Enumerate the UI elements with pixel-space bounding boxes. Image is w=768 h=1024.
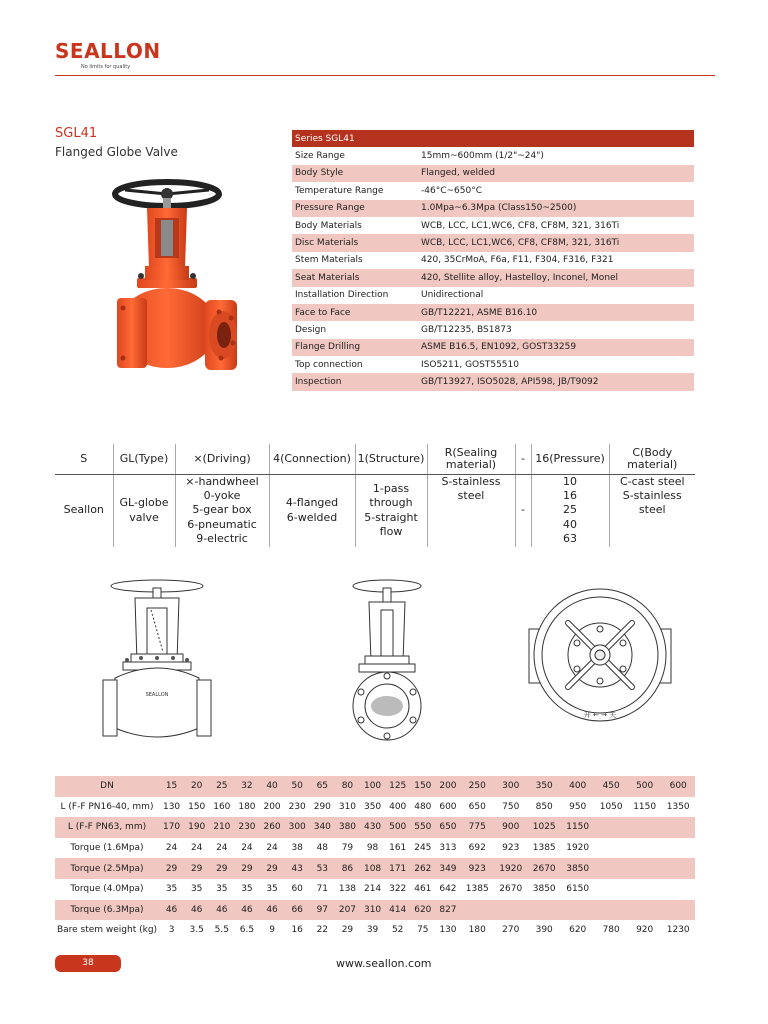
coding-cell-line: 0-yoke xyxy=(203,488,241,502)
dimension-label: Torque (2.5Mpa) xyxy=(55,858,159,879)
dimension-value: 97 xyxy=(310,900,335,921)
spec-value: GB/T12221, ASME B16.10 xyxy=(418,304,694,321)
dimension-value xyxy=(628,900,661,921)
dimension-value xyxy=(628,879,661,900)
dimension-value: 161 xyxy=(385,838,410,859)
dimension-value xyxy=(661,879,695,900)
dimension-value: 35 xyxy=(209,879,234,900)
spec-value: WCB, LCC, LC1,WC6, CF8, CF8M, 321, 316Ti xyxy=(418,217,694,234)
dimension-value: 24 xyxy=(209,838,234,859)
dimension-value: 171 xyxy=(385,858,410,879)
spec-key: Pressure Range xyxy=(292,200,418,217)
valve-top-drawing xyxy=(525,583,675,728)
dimension-value: 780 xyxy=(594,920,627,941)
spec-row xyxy=(292,217,694,234)
coding-cell xyxy=(175,474,269,547)
dimension-value: 29 xyxy=(209,858,234,879)
dimension-value: 6.5 xyxy=(234,920,259,941)
dimension-value: 29 xyxy=(159,858,184,879)
dimension-value: 920 xyxy=(628,920,661,941)
dimension-value: 692 xyxy=(461,838,494,859)
dimension-value: 180 xyxy=(234,797,259,818)
dimension-value: 53 xyxy=(310,858,335,879)
dimension-value: 480 xyxy=(410,797,435,818)
dimension-value: 310 xyxy=(360,900,385,921)
spec-key: Disc Materials xyxy=(292,234,418,251)
header-divider xyxy=(55,75,715,76)
spec-value: Unidirectional xyxy=(418,287,694,304)
coding-header-row xyxy=(55,444,695,474)
dimension-value: 190 xyxy=(184,817,209,838)
dimension-value: 1920 xyxy=(561,838,594,859)
dimension-value: 1920 xyxy=(494,858,527,879)
page-number: 38 xyxy=(55,955,121,972)
dimension-value: 100 xyxy=(360,776,385,797)
dimension-value xyxy=(461,900,494,921)
spec-value: 1.0Mpa~6.3Mpa (Class150~2500) xyxy=(418,200,694,217)
dimension-value: 349 xyxy=(435,858,460,879)
brand-name: SEALLON xyxy=(55,39,161,63)
dimension-value: 200 xyxy=(435,776,460,797)
dimension-value: 390 xyxy=(527,920,560,941)
dimension-value: 322 xyxy=(385,879,410,900)
coding-cell-line: C-cast steel xyxy=(619,474,685,488)
dimension-value xyxy=(661,858,695,879)
dimension-value: 29 xyxy=(234,858,259,879)
spec-key: Installation Direction xyxy=(292,287,418,304)
coding-cell-line: 9-electric xyxy=(196,532,248,546)
coding-header-cell: 4(Connection) xyxy=(269,444,355,474)
dimension-value: 24 xyxy=(184,838,209,859)
dimension-value: 500 xyxy=(628,776,661,797)
dimension-value: 2670 xyxy=(494,879,527,900)
dimension-value: 3850 xyxy=(561,858,594,879)
valve-front-drawing xyxy=(95,578,215,746)
dimension-value: 46 xyxy=(184,900,209,921)
dimension-value: 46 xyxy=(209,900,234,921)
dimension-value: 620 xyxy=(561,920,594,941)
coding-header-cell: GL(Type) xyxy=(113,444,175,474)
coding-cell-line: 6-pneumatic xyxy=(187,517,257,531)
dimension-value: 46 xyxy=(159,900,184,921)
dimension-value: 20 xyxy=(184,776,209,797)
dimension-value xyxy=(594,838,627,859)
dimension-value: 950 xyxy=(561,797,594,818)
dimension-value: 40 xyxy=(260,776,285,797)
dimension-value: 24 xyxy=(234,838,259,859)
dimension-value xyxy=(594,879,627,900)
dimension-value: 65 xyxy=(310,776,335,797)
dimension-value xyxy=(628,817,661,838)
spec-value: ISO5211, GOST55510 xyxy=(418,356,694,373)
coding-cell xyxy=(531,474,609,547)
coding-cell-line: GL-globe xyxy=(119,496,169,510)
spec-value: -46°C~650°C xyxy=(418,182,694,199)
coding-cell-line: 40 xyxy=(563,517,577,531)
dimension-value xyxy=(594,900,627,921)
dimension-value: 35 xyxy=(260,879,285,900)
dimension-value: 350 xyxy=(360,797,385,818)
coding-body-row xyxy=(55,474,695,547)
dimension-value: 650 xyxy=(461,797,494,818)
coding-cell-line: 5-gear box xyxy=(192,503,252,517)
dimension-value: 35 xyxy=(159,879,184,900)
dimension-value: 150 xyxy=(184,797,209,818)
dimension-value: 380 xyxy=(335,817,360,838)
dimension-value: 39 xyxy=(360,920,385,941)
spec-key: Design xyxy=(292,321,418,338)
dimension-value: 300 xyxy=(494,776,527,797)
dimension-value: 923 xyxy=(461,858,494,879)
dimension-value xyxy=(594,817,627,838)
dimension-row xyxy=(55,920,695,941)
dimension-label: DN xyxy=(55,776,159,797)
dimension-value: 24 xyxy=(159,838,184,859)
coding-cell-line: 16 xyxy=(563,488,577,502)
dimension-value: 38 xyxy=(285,838,310,859)
dimension-value: 245 xyxy=(410,838,435,859)
dimension-value: 430 xyxy=(360,817,385,838)
dimension-value: 22 xyxy=(310,920,335,941)
model-coding-table xyxy=(55,444,695,547)
dimension-value: 1150 xyxy=(561,817,594,838)
dimension-value: 450 xyxy=(594,776,627,797)
dimension-value: 400 xyxy=(385,797,410,818)
spec-key: Seat Materials xyxy=(292,269,418,286)
coding-cell-line: ×-handwheel xyxy=(185,474,259,488)
spec-table xyxy=(292,130,694,391)
coding-cell-line: S-stainless steel xyxy=(622,488,682,517)
dimension-value: 750 xyxy=(494,797,527,818)
spec-row xyxy=(292,339,694,356)
spec-row xyxy=(292,287,694,304)
dimension-value: 500 xyxy=(385,817,410,838)
dimension-value: 230 xyxy=(234,817,259,838)
spec-key: Stem Materials xyxy=(292,252,418,269)
spec-value: WCB, LCC, LC1,WC6, CF8, CF8M, 321, 316Ti xyxy=(418,234,694,251)
coding-header-cell: 1(Structure) xyxy=(355,444,427,474)
dimension-value: 1230 xyxy=(661,920,695,941)
dimension-value: 108 xyxy=(360,858,385,879)
dimension-value: 290 xyxy=(310,797,335,818)
dimension-value: 200 xyxy=(260,797,285,818)
coding-header-cell: S xyxy=(55,444,113,474)
coding-cell xyxy=(269,474,355,547)
coding-cell-line: 4-flanged xyxy=(285,496,339,510)
dimension-value xyxy=(628,858,661,879)
dimension-value: 827 xyxy=(435,900,460,921)
dimension-label: L (F-F PN63, mm) xyxy=(55,817,159,838)
dimension-value: 80 xyxy=(335,776,360,797)
spec-key: Size Range xyxy=(292,147,418,164)
spec-key: Temperature Range xyxy=(292,182,418,199)
dimension-value: 600 xyxy=(435,797,460,818)
coding-cell-line: - xyxy=(521,503,525,517)
dimension-value: 29 xyxy=(184,858,209,879)
dimension-value: 75 xyxy=(410,920,435,941)
spec-row xyxy=(292,182,694,199)
dimension-label: Torque (1.6Mpa) xyxy=(55,838,159,859)
dimension-value: 262 xyxy=(410,858,435,879)
coding-cell-line: 10 xyxy=(563,474,577,488)
dimension-value: 79 xyxy=(335,838,360,859)
dimension-value: 52 xyxy=(385,920,410,941)
dimension-value: 35 xyxy=(184,879,209,900)
spec-value: 15mm~600mm (1/2"~24") xyxy=(418,147,694,164)
valve-side-drawing xyxy=(345,578,430,746)
product-model: SGL41 xyxy=(55,126,98,141)
coding-cell-line: valve xyxy=(129,510,159,524)
coding-header-cell: 16(Pressure) xyxy=(531,444,609,474)
dimension-value xyxy=(494,900,527,921)
handwheel-direction-marking: 开 ← → 关 xyxy=(583,711,617,719)
dimension-value: 29 xyxy=(260,858,285,879)
coding-cell xyxy=(113,474,175,547)
coding-cell-line: S-stainless steel xyxy=(441,474,501,502)
coding-cell xyxy=(609,474,695,547)
spec-value: GB/T13927, ISO5028, API598, JB/T9092 xyxy=(418,373,694,390)
dimension-value: 1050 xyxy=(594,797,627,818)
spec-row xyxy=(292,200,694,217)
spec-key: Face to Face xyxy=(292,304,418,321)
dimension-value: 15 xyxy=(159,776,184,797)
coding-cell-line: 25 xyxy=(563,503,577,517)
dimension-value xyxy=(561,900,594,921)
dimension-value: 1385 xyxy=(461,879,494,900)
product-name: Flanged Globe Valve xyxy=(55,145,178,159)
dimension-value: 550 xyxy=(410,817,435,838)
dimension-row xyxy=(55,776,695,797)
dimension-value: 1025 xyxy=(527,817,560,838)
spec-value: 420, Stellite alloy, Hastelloy, Inconel, Monel xyxy=(418,269,694,286)
dimension-label: Torque (6.3Mpa) xyxy=(55,900,159,921)
dimension-value: 600 xyxy=(661,776,695,797)
dimension-value: 66 xyxy=(285,900,310,921)
coding-cell-line: 1-pass xyxy=(372,481,410,495)
coding-cell-line: 63 xyxy=(563,532,577,546)
dimension-value: 29 xyxy=(335,920,360,941)
dimension-value: 32 xyxy=(234,776,259,797)
spec-row xyxy=(292,373,694,390)
spec-title: Series SGL41 xyxy=(292,130,694,147)
dimension-value: 25 xyxy=(209,776,234,797)
dimension-label: Bare stem weight (kg) xyxy=(55,920,159,941)
spec-key: Top connection xyxy=(292,356,418,373)
brand-logo xyxy=(55,40,165,76)
spec-value: Flanged, welded xyxy=(418,165,694,182)
dimension-value: 170 xyxy=(159,817,184,838)
dimension-value: 43 xyxy=(285,858,310,879)
dimension-value: 46 xyxy=(234,900,259,921)
spec-row xyxy=(292,252,694,269)
spec-header-row xyxy=(292,130,694,147)
dimension-value: 125 xyxy=(385,776,410,797)
coding-header-cell: R(Sealing material) xyxy=(427,444,515,474)
dimension-value: 130 xyxy=(435,920,460,941)
dimension-value: 60 xyxy=(285,879,310,900)
coding-cell-line: flow xyxy=(379,524,403,538)
dimension-value: 620 xyxy=(410,900,435,921)
spec-key: Inspection xyxy=(292,373,418,390)
dimension-value: 313 xyxy=(435,838,460,859)
dimension-row xyxy=(55,797,695,818)
spec-value: ASME B16.5, EN1092, GOST33259 xyxy=(418,339,694,356)
dimension-value: 250 xyxy=(461,776,494,797)
dimension-value xyxy=(527,900,560,921)
dimension-value: 130 xyxy=(159,797,184,818)
dimension-value: 5.5 xyxy=(209,920,234,941)
spec-row xyxy=(292,304,694,321)
website-url: www.seallon.com xyxy=(336,957,432,970)
dimension-value: 642 xyxy=(435,879,460,900)
coding-header-cell: ×(Driving) xyxy=(175,444,269,474)
dimension-value: 300 xyxy=(285,817,310,838)
coding-cell xyxy=(55,474,113,547)
brand-slogan: No limits for quality xyxy=(81,64,131,70)
spec-key: Body Materials xyxy=(292,217,418,234)
dimension-value: 900 xyxy=(494,817,527,838)
dimension-value: 3 xyxy=(159,920,184,941)
spec-row xyxy=(292,321,694,338)
coding-cell-line: 5-straight xyxy=(364,510,418,524)
dimension-value: 350 xyxy=(527,776,560,797)
dimension-value: 3850 xyxy=(527,879,560,900)
dimension-value: 850 xyxy=(527,797,560,818)
dimension-value: 230 xyxy=(285,797,310,818)
dimension-value: 270 xyxy=(494,920,527,941)
dimension-value: 1385 xyxy=(527,838,560,859)
dimension-value: 98 xyxy=(360,838,385,859)
coding-cell-line: 6-welded xyxy=(286,510,338,524)
dimension-value: 461 xyxy=(410,879,435,900)
dimension-value: 48 xyxy=(310,838,335,859)
dimension-row xyxy=(55,858,695,879)
dimension-value: 310 xyxy=(335,797,360,818)
coding-cell-line: through xyxy=(369,496,413,510)
coding-cell xyxy=(515,474,531,547)
dimension-value: 24 xyxy=(260,838,285,859)
dimension-row xyxy=(55,900,695,921)
dimension-value: 214 xyxy=(360,879,385,900)
spec-row xyxy=(292,234,694,251)
dimension-value: 207 xyxy=(335,900,360,921)
coding-cell xyxy=(427,474,515,547)
spec-key: Body Style xyxy=(292,165,418,182)
dimension-row xyxy=(55,879,695,900)
dimension-value: 35 xyxy=(234,879,259,900)
dimension-value: 86 xyxy=(335,858,360,879)
dimension-value: 650 xyxy=(435,817,460,838)
dimension-row xyxy=(55,838,695,859)
dimension-value: 414 xyxy=(385,900,410,921)
dimension-value: 400 xyxy=(561,776,594,797)
coding-cell xyxy=(355,474,427,547)
dimension-value: 46 xyxy=(260,900,285,921)
dimension-value: 923 xyxy=(494,838,527,859)
dimension-value xyxy=(594,858,627,879)
dimension-label: Torque (4.0Mpa) xyxy=(55,879,159,900)
dimension-row xyxy=(55,817,695,838)
dimension-value: 260 xyxy=(260,817,285,838)
dimension-value: 180 xyxy=(461,920,494,941)
dimension-value: 210 xyxy=(209,817,234,838)
dimension-value: 775 xyxy=(461,817,494,838)
spec-row xyxy=(292,147,694,164)
dimension-value: 2670 xyxy=(527,858,560,879)
dimension-table xyxy=(55,776,695,941)
dimension-value xyxy=(628,838,661,859)
dimension-value: 138 xyxy=(335,879,360,900)
coding-header-cell: C(Body material) xyxy=(609,444,695,474)
dimension-value xyxy=(661,838,695,859)
dimension-value: 71 xyxy=(310,879,335,900)
spec-value: GB/T12235, BS1873 xyxy=(418,321,694,338)
dimension-value: 9 xyxy=(260,920,285,941)
dimension-value xyxy=(661,900,695,921)
dimension-value xyxy=(661,817,695,838)
dimension-value: 6150 xyxy=(561,879,594,900)
spec-key: Flange Drilling xyxy=(292,339,418,356)
coding-cell-line: Seallon xyxy=(63,503,104,517)
dimension-value: 50 xyxy=(285,776,310,797)
valve-drawing-marking: SEALLON xyxy=(145,692,169,698)
dimension-value: 1150 xyxy=(628,797,661,818)
dimension-value: 150 xyxy=(410,776,435,797)
dimension-value: 160 xyxy=(209,797,234,818)
dimension-label: L (F-F PN16-40, mm) xyxy=(55,797,159,818)
spec-value: 420, 35CrMoA, F6a, F11, F304, F316, F321 xyxy=(418,252,694,269)
dimension-value: 16 xyxy=(285,920,310,941)
spec-row xyxy=(292,269,694,286)
spec-row xyxy=(292,165,694,182)
dimension-value: 1350 xyxy=(661,797,695,818)
dimension-value: 340 xyxy=(310,817,335,838)
dimension-value: 3.5 xyxy=(184,920,209,941)
coding-header-cell: - xyxy=(515,444,531,474)
spec-row xyxy=(292,356,694,373)
valve-product-image xyxy=(95,178,250,388)
